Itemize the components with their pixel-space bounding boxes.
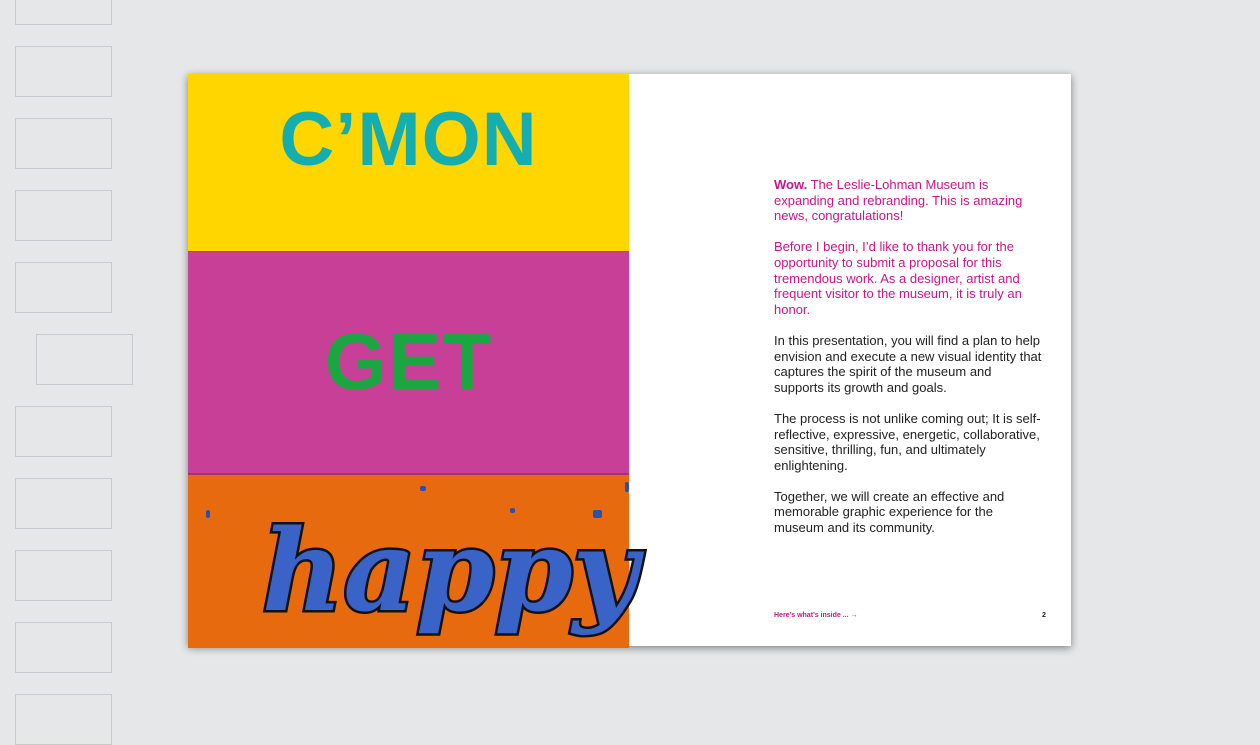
document-spread [188, 74, 1071, 646]
page-thumbnail[interactable] [15, 478, 112, 529]
paragraph-4: The process is not unlike coming out; It is self-reflective, expressive, energetic, collaborative, sensitive, thrilling, fun, and ultimately enlightening. [774, 410, 1041, 473]
intro-copy [774, 177, 1044, 551]
lead-word: Wow. [774, 177, 808, 192]
page-thumbnail[interactable] [15, 262, 112, 313]
page-thumbnail[interactable] [15, 406, 112, 457]
next-section-link[interactable]: Here’s what’s inside ... → [774, 612, 858, 619]
art-word-happy: happy [262, 506, 638, 637]
page-number: 2 [1042, 612, 1046, 619]
page-thumbnail[interactable] [15, 550, 112, 601]
paint-speck [420, 486, 426, 491]
page-thumbnail[interactable] [15, 622, 112, 673]
paragraph-2: Before I begin, I’d like to thank you for the opportunity to submit a proposal for this tremendous work. As a designer, artist and frequent visitor to the museum, it is truly an honor. [774, 239, 1022, 317]
paragraph-3: In this presentation, you will find a plan to help envision and execute a new visual identity that captures the spirit of the museum and supports its growth and goals. [774, 332, 1042, 395]
page-thumbnail[interactable] [15, 190, 112, 241]
paint-speck [625, 482, 629, 492]
paragraph-text: The Leslie-Lohman Museum is expanding and rebranding. This is amazing news, congratulations! [774, 177, 1023, 224]
paint-speck [206, 510, 210, 518]
paragraph-5: Together, we will create an effective and memorable graphic experience for the museum and its community. [774, 488, 1005, 536]
page-thumbnail[interactable] [15, 694, 112, 745]
artwork-panel [188, 74, 638, 646]
page-thumbnail-active[interactable] [36, 334, 133, 385]
art-word-get: GET [324, 317, 493, 406]
page-thumbnail[interactable] [15, 46, 112, 97]
paragraph-1 [774, 177, 1044, 224]
art-word-cmon: C’MON [279, 97, 538, 182]
page-thumbnail[interactable] [15, 0, 112, 25]
happy-script-lettering [248, 492, 638, 652]
page-thumbnail[interactable] [15, 118, 112, 169]
